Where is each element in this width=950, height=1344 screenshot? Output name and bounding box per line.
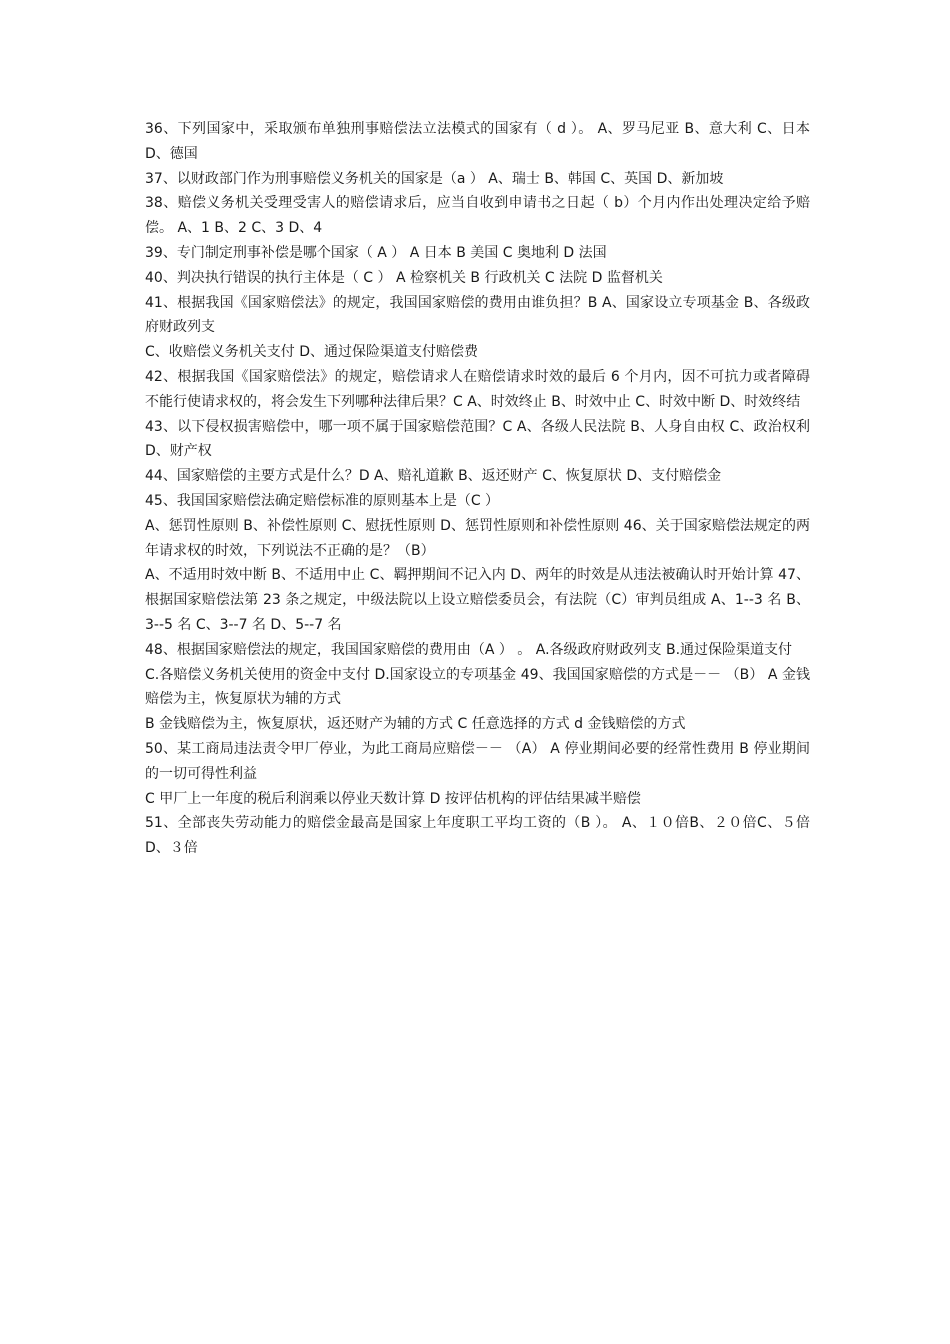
question-45-options-and-46: A、惩罚性原则 B、补偿性原则 C、慰抚性原则 D、惩罚性原则和补偿性原则 46、关于国家赔偿法规定的两年请求权的时效，下列说法不正确的是？（B） [145, 517, 810, 559]
question-38: 38、赔偿义务机关受理受害人的赔偿请求后，应当自收到申请书之日起（ b）个月内作出处理决定给予赔偿。 A、1 B、2 C、3 D、4 [145, 195, 810, 237]
question-40: 40、判决执行错误的执行主体是（ C ） A 检察机关 B 行政机关 C 法院 D 监督机关 [145, 269, 663, 286]
question-list [145, 117, 810, 861]
question-50: 50、某工商局违法责令甲厂停业，为此工商局应赔偿－－ （A） A 停业期间必要的经常性费用 B 停业期间的一切可得性利益 [145, 740, 810, 782]
question-49-options: B 金钱赔偿为主，恢复原状，返还财产为辅的方式 C 任意选择的方式 d 金钱赔偿的方式 [145, 716, 686, 733]
question-41: 41、根据我国《国家赔偿法》的规定，我国国家赔偿的费用由谁负担？B A、国家设立专项基金 B、各级政府财政列支 [145, 294, 810, 336]
question-41-options: C、收赔偿义务机关支付 D、通过保险渠道支付赔偿费 [145, 344, 479, 361]
question-39: 39、专门制定刑事补偿是哪个国家（ A ） A 日本 B 美国 C 奥地利 D 法国 [145, 244, 607, 261]
question-42: 42、根据我国《国家赔偿法》的规定，赔偿请求人在赔偿请求时效的最后 6 个月内，因不可抗力或者障碍不能行使请求权的，将会发生下列哪种法律后果？C A、时效终止 B、时效中止 C、时效中断 D、时效终结 [145, 368, 810, 410]
question-45: 45、我国国家赔偿法确定赔偿标准的原则基本上是（C ） [145, 492, 500, 509]
question-48: 48、根据国家赔偿法的规定，我国国家赔偿的费用由（A ） 。 A.各级政府财政列支 B.通过保险渠道支付 [145, 641, 793, 658]
question-50-options: C 甲厂上一年度的税后利润乘以停业天数计算 D 按评估机构的评估结果减半赔偿 [145, 790, 641, 807]
question-51: 51、全部丧失劳动能力的赔偿金最高是国家上年度职工平均工资的（B ）。 A、１０倍B、２０倍C、５倍D、３倍 [145, 815, 810, 857]
question-44: 44、国家赔偿的主要方式是什么？D A、赔礼道歉 B、返还财产 C、恢复原状 D、支付赔偿金 [145, 468, 722, 485]
question-48-options-and-49: C.各赔偿义务机关使用的资金中支付 D.国家设立的专项基金 49、我国国家赔偿的方式是－－ （B） A 金钱赔偿为主，恢复原状为辅的方式 [145, 666, 810, 708]
question-43: 43、以下侵权损害赔偿中，哪一项不属于国家赔偿范围？C A、各级人民法院 B、人身自由权 C、政治权利 D、财产权 [145, 418, 810, 460]
question-36: 36、下列国家中，采取颁布单独刑事赔偿法立法模式的国家有（ d ）。 A、罗马尼亚 B、意大利 C、日本 D、德国 [145, 121, 810, 162]
question-37: 37、以财政部门作为刑事赔偿义务机关的国家是（a ） A、瑞士 B、韩国 C、英国 D、新加坡 [145, 170, 724, 187]
question-46-options-and-47: A、不适用时效中断 B、不适用中止 C、羁押期间不记入内 D、两年的时效是从违法被确认时开始计算 47、根据国家赔偿法第 23 条之规定，中级法院以上设立赔偿委员会，有法院（C）审判员组成 A、1--3 名 B、3--5 名 C、3--7 名 D、5--7 名 [145, 567, 810, 633]
